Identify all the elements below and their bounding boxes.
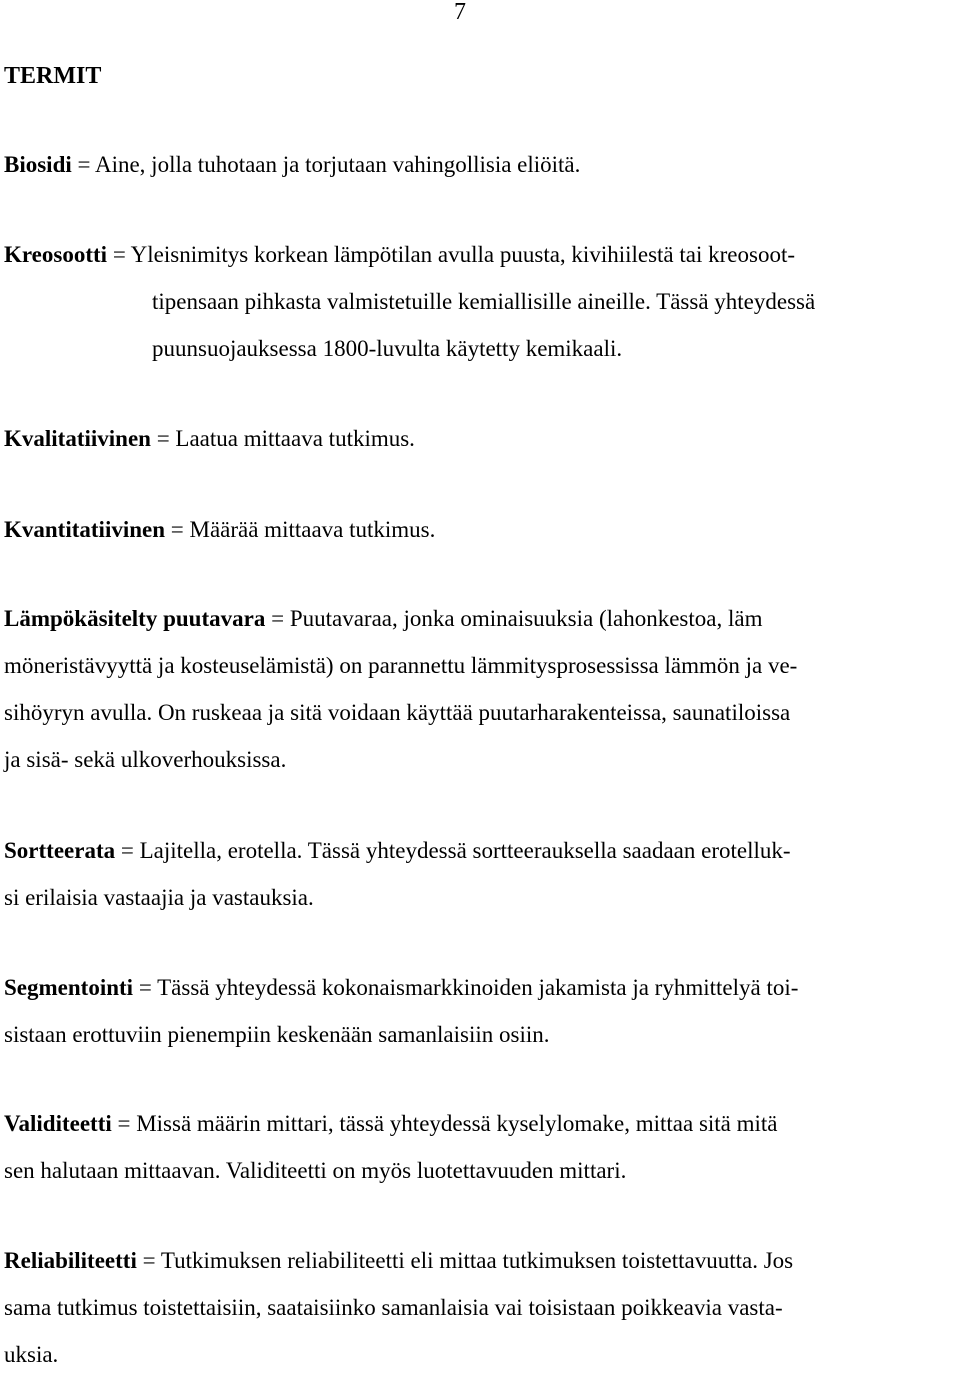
term-name: Lämpökäsitelty puutavara <box>4 606 266 631</box>
definition-text: = Puutavaraa, jonka ominaisuuksia (lahonkestoa, läm <box>265 606 763 631</box>
term-entry-kvantitatiivinen <box>4 506 954 553</box>
definition-text: = Missä määrin mittari, tässä yhteydessä kyselylomake, mittaa sitä mitä <box>111 1111 778 1136</box>
definition-text: = Aine, jolla tuhotaan ja torjutaan vahingollisia eliöitä. <box>71 152 581 177</box>
page-number: 7 <box>454 0 466 25</box>
term-entry-reliabiliteetti <box>4 1237 954 1378</box>
term-entry-kvalitatiivinen <box>4 415 954 462</box>
term-name: Sortteerata <box>4 838 116 863</box>
entry-line: sihöyryn avulla. On ruskeaa ja sitä voidaan käyttää puutarharakenteissa, saunatiloissa <box>4 700 791 725</box>
entry-line: sistaan erottuviin pienempiin keskenään samanlaisiin osiin. <box>4 1022 550 1047</box>
term-entry-sortteerata <box>4 827 954 921</box>
entry-line <box>4 415 954 462</box>
entry-line: sama tutkimus toistettaisiin, saataisiinko samanlaisia vai toisistaan poikkeavia vasta- <box>4 1295 783 1320</box>
term-name: Segmentointi <box>4 975 134 1000</box>
term-entry-validiteetti <box>4 1100 954 1194</box>
entry-line <box>4 595 954 642</box>
entry-line: möneristävyyttä ja kosteuselämistä) on parannettu lämmitysprosessissa lämmön ja ve- <box>4 653 798 678</box>
term-name: Reliabiliteetti <box>4 1248 137 1273</box>
entry-line: uksia. <box>4 1342 59 1367</box>
entry-line <box>4 506 954 553</box>
entry-line <box>4 964 954 1011</box>
term-entry-kreosootti <box>4 231 954 372</box>
definition-text: = Tässä yhteydessä kokonaismarkkinoiden jakamista ja ryhmittelyä toi- <box>133 975 799 1000</box>
entry-line: tipensaan pihkasta valmistetuille kemiallisille aineille. Tässä yhteydessä <box>152 289 816 314</box>
term-entry-biosidi <box>4 141 954 188</box>
entry-line: si erilaisia vastaajia ja vastauksia. <box>4 885 314 910</box>
entry-line <box>4 1100 954 1147</box>
definition-text: = Laatua mittaava tutkimus. <box>150 426 415 451</box>
entry-line: sen halutaan mittaavan. Validiteetti on myös luotettavuuden mittari. <box>4 1158 627 1183</box>
term-entry-lampokasitelty-puutavara <box>4 595 954 783</box>
term-name: Validiteetti <box>4 1111 112 1136</box>
term-name: Kreosootti <box>4 242 108 267</box>
definition-text: = Määrää mittaava tutkimus. <box>165 517 436 542</box>
term-name: Kvantitatiivinen <box>4 517 166 542</box>
definition-text: = Yleisnimitys korkean lämpötilan avulla puusta, kivihiilestä tai kreosoot- <box>107 242 795 267</box>
entry-line <box>4 141 954 188</box>
page-heading: TERMIT <box>4 63 102 89</box>
entry-line <box>4 1237 954 1284</box>
term-name: Biosidi <box>4 152 72 177</box>
definition-text: = Tutkimuksen reliabiliteetti eli mittaa tutkimuksen toistettavuutta. Jos <box>136 1248 794 1273</box>
definition-text: = Lajitella, erotella. Tässä yhteydessä sortteerauksella saadaan erotelluk- <box>115 838 791 863</box>
entry-line <box>4 827 954 874</box>
entry-line: puunsuojauksessa 1800-luvulta käytetty kemikaali. <box>152 336 623 361</box>
term-entry-segmentointi <box>4 964 954 1058</box>
entry-line: ja sisä- sekä ulkoverhouksissa. <box>4 747 287 772</box>
entry-line <box>4 231 954 278</box>
term-name: Kvalitatiivinen <box>4 426 151 451</box>
